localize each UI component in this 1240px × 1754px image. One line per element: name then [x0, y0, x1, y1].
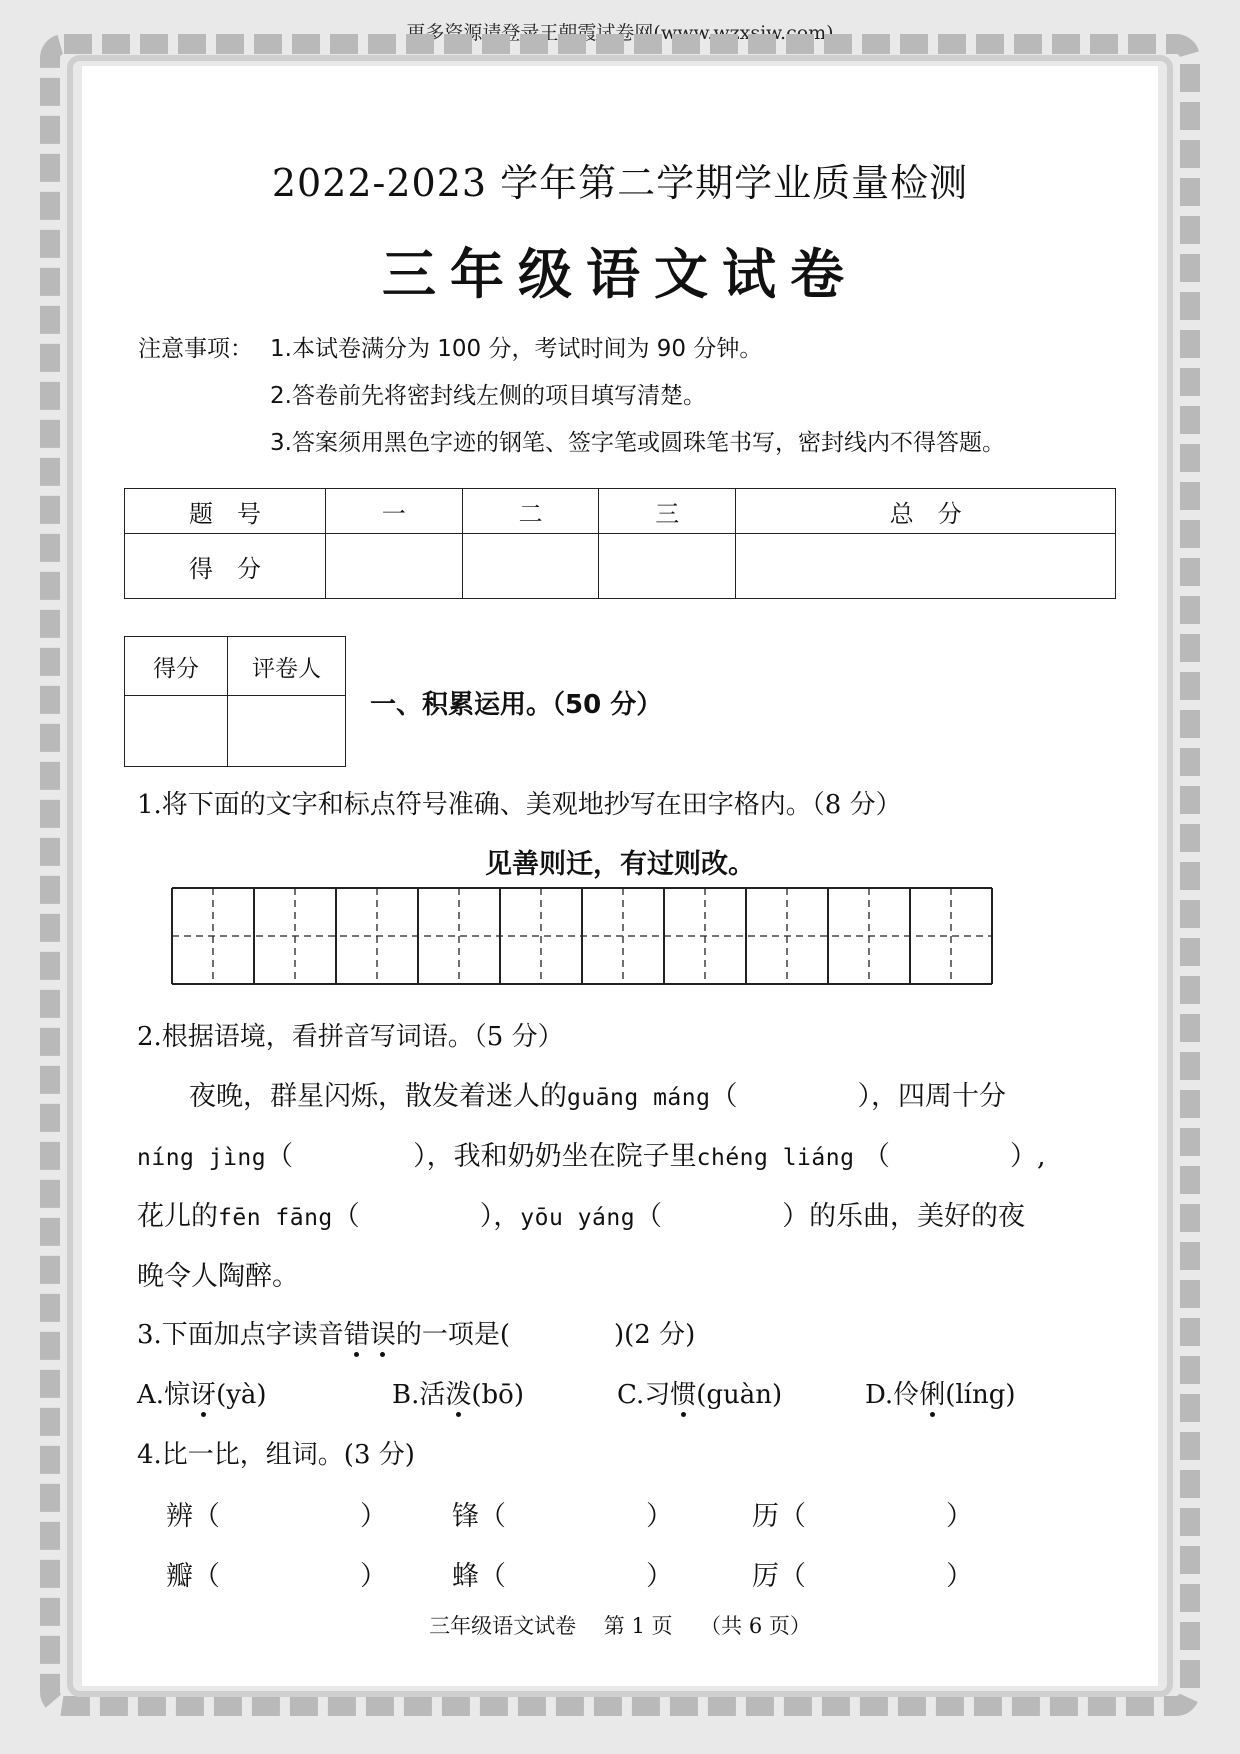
header-cell: 题 号: [125, 489, 326, 534]
page-footer: 三年级语文试卷 第 1 页 （共 6 页）: [429, 1614, 811, 1638]
section-title: 一、积累运用。（50 分）: [370, 690, 663, 720]
word-blank[interactable]: 蜂（ ）: [452, 1561, 673, 1592]
tianzige-grid[interactable]: [170, 886, 1000, 986]
option-b[interactable]: B.活泼(bō): [392, 1374, 524, 1411]
watermark: 更多资源请登录王朝霞试卷网(www.wzxsjw.com): [406, 22, 834, 44]
question-2-prompt: 2.根据语境，看拼音写词语。（5 分）: [137, 1022, 564, 1052]
score-cell[interactable]: [599, 534, 736, 599]
score-cell[interactable]: [736, 534, 1116, 599]
option-c[interactable]: C.习惯(guàn): [617, 1374, 782, 1411]
question-4-prompt: 4.比一比，组词。(3 分): [137, 1440, 415, 1470]
passage-line: 花儿的fēn fāng（ ），yōu yáng（ ）的乐曲，美好的夜: [137, 1201, 1026, 1232]
score-cell[interactable]: [326, 534, 463, 599]
word-blank[interactable]: 瓣（ ）: [166, 1561, 387, 1592]
grader-box: [124, 636, 346, 767]
grader-score-cell[interactable]: [125, 696, 228, 767]
word-blank[interactable]: 厉（ ）: [752, 1561, 973, 1592]
word-blank[interactable]: 锋（ ）: [452, 1501, 673, 1532]
score-cell[interactable]: [462, 534, 599, 599]
row-label: 得 分: [125, 534, 326, 599]
pinyin: níng jìng: [137, 1145, 267, 1171]
copy-text: 见善则迁，有过则改。: [485, 849, 755, 880]
table-row: [125, 489, 1116, 534]
notice-item: 3.答案须用黑色字迹的钢笔、签字笔或圆珠笔书写，密封线内不得答题。: [270, 430, 1005, 456]
option-a[interactable]: A.惊讶(yà): [137, 1374, 267, 1411]
question-1-prompt: 1.将下面的文字和标点符号准确、美观地抄写在田字格内。（8 分）: [137, 790, 902, 820]
passage-line: 晚令人陶醉。: [137, 1261, 299, 1292]
notice-item: 2.答卷前先将密封线左侧的项目填写清楚。: [270, 383, 706, 409]
option-d[interactable]: D.伶俐(líng): [865, 1374, 1016, 1411]
exam-subtitle: 2022-2023 学年第二学期学业质量检测: [271, 161, 969, 205]
word-blank[interactable]: 辨（ ）: [166, 1501, 387, 1532]
question-3-prompt: 3.下面加点字读音错误的一项是( )(2 分): [137, 1314, 695, 1351]
header-cell: 三: [599, 489, 736, 534]
score-table: [124, 488, 1116, 599]
table-row: [125, 534, 1116, 599]
pinyin: chéng liáng: [696, 1145, 855, 1171]
passage-line: níng jìng（ ），我和奶奶坐在院子里chéng liáng （ ）,: [137, 1141, 1046, 1172]
notice-label: 注意事项：: [138, 336, 253, 362]
header-cell: 一: [326, 489, 463, 534]
notice-item: 1.本试卷满分为 100 分，考试时间为 90 分钟。: [270, 336, 763, 362]
grader-name-label: 评卷人: [228, 637, 346, 696]
pinyin: fēn fāng: [218, 1205, 333, 1231]
word-blank[interactable]: 历（ ）: [752, 1501, 973, 1532]
header-cell: 总 分: [736, 489, 1116, 534]
grader-name-cell[interactable]: [228, 696, 346, 767]
exam-title: 三年级语文试卷: [382, 243, 858, 306]
header-cell: 二: [462, 489, 599, 534]
pinyin: yōu yáng: [520, 1205, 636, 1231]
pinyin: guāng máng: [567, 1085, 711, 1111]
passage-line: 夜晚，群星闪烁，散发着迷人的guāng máng（ ），四周十分: [189, 1081, 1006, 1112]
grader-score-label: 得分: [125, 637, 228, 696]
